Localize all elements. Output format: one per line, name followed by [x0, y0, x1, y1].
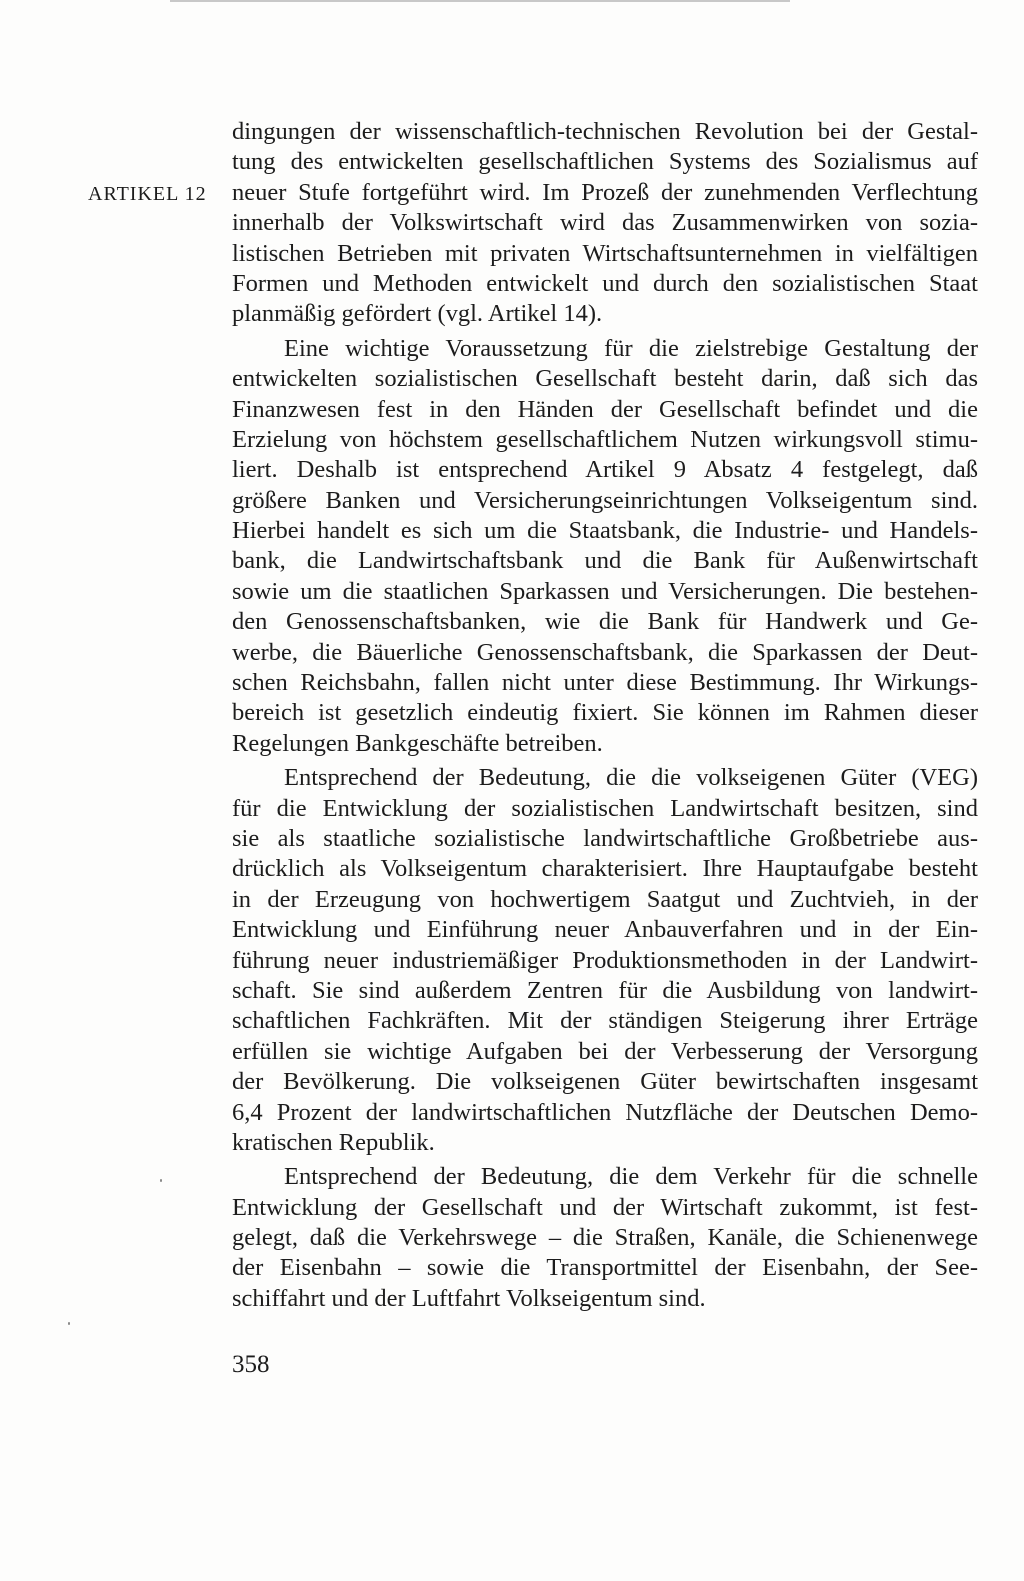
text-line: kratischen Republik.	[232, 1128, 435, 1156]
text-line: sie als staatliche sozialistische landwirtschaftliche Großbetriebe aus-	[232, 824, 978, 852]
text-line: tung des entwickelten gesellschaftlichen Systems des Sozialismus auf	[232, 148, 978, 176]
text-line: 6,4 Prozent der landwirtschaftlichen Nutzfläche der Deutschen Demo-	[232, 1098, 978, 1126]
text-line: Entwicklung der Gesellschaft und der Wirtschaft zukommt, ist fest-	[232, 1193, 978, 1221]
text-line: drücklich als Volkseigentum charakterisiert. Ihre Hauptaufgabe besteht	[232, 855, 978, 883]
text-line: Entsprechend der Bedeutung, die dem Verkehr für die schnelle	[284, 1163, 978, 1191]
text-line: schaftlichen Fachkräften. Mit der ständigen Steigerung ihrer Erträge	[232, 1007, 978, 1035]
text-line: Formen und Methoden entwickelt und durch den sozialistischen Staat	[232, 269, 978, 297]
text-line: listischen Betrieben mit privaten Wirtschaftsunternehmen in vielfältigen	[232, 239, 978, 267]
scan-speck	[68, 1322, 70, 1325]
text-line: Regelungen Bankgeschäfte betreiben.	[232, 729, 603, 757]
text-line: sowie um die staatlichen Sparkassen und Versicherungen. Die bestehen-	[232, 577, 978, 605]
paragraph	[232, 334, 978, 759]
text-line: werbe, die Bäuerliche Genossenschaftsbank, die Sparkassen der Deut-	[232, 638, 978, 666]
text-line: in der Erzeugung von hochwertigem Saatgut und Zuchtvieh, in der	[232, 885, 978, 913]
scan-top-edge	[170, 0, 790, 2]
text-line: führung neuer industriemäßiger Produktionsmethoden in der Landwirt-	[232, 946, 978, 974]
text-line: liert. Deshalb ist entsprechend Artikel 9 Absatz 4 festgelegt, daß	[232, 456, 978, 484]
scan-speck	[160, 1179, 162, 1182]
paragraph	[232, 1162, 978, 1314]
text-line: schen Reichsbahn, fallen nicht unter diese Bestimmung. Ihr Wirkungs-	[232, 669, 978, 697]
text-line: erfüllen sie wichtige Aufgaben bei der Verbesserung der Versorgung	[232, 1037, 978, 1065]
text-line: dingungen der wissenschaftlich-technischen Revolution bei der Gestal-	[232, 118, 978, 145]
body-text	[232, 117, 978, 1314]
text-line: den Genossenschaftsbanken, wie die Bank für Handwerk und Ge-	[232, 608, 978, 636]
paragraph	[232, 117, 978, 330]
text-line: schiffahrt und der Luftfahrt Volkseigentum sind.	[232, 1284, 706, 1312]
page-number: 358	[232, 1351, 270, 1378]
text-line: bank, die Landwirtschaftsbank und die Bank für Außenwirtschaft	[232, 547, 978, 575]
text-line: schaft. Sie sind außerdem Zentren für die Ausbildung von landwirt-	[232, 976, 978, 1004]
text-line: neuer Stufe fortgeführt wird. Im Prozeß der zunehmenden Verflechtung	[232, 178, 978, 206]
text-line: bereich ist gesetzlich eindeutig fixiert. Sie können im Rahmen dieser	[232, 699, 978, 727]
text-line: gelegt, daß die Verkehrswege – die Straßen, Kanäle, die Schienenwege	[232, 1224, 978, 1252]
text-line: Finanzwesen fest in den Händen der Gesellschaft befindet und die	[232, 395, 978, 423]
text-line: Entsprechend der Bedeutung, die die volkseigenen Güter (VEG)	[284, 764, 978, 792]
text-line: Erzielung von höchstem gesellschaftlichem Nutzen wirkungsvoll stimu-	[232, 425, 978, 453]
text-line: der Eisenbahn – sowie die Transportmittel der Eisenbahn, der See-	[232, 1254, 978, 1282]
text-line: Entwicklung und Einführung neuer Anbauverfahren und in der Ein-	[232, 916, 978, 944]
text-line: planmäßig gefördert (vgl. Artikel 14).	[232, 300, 603, 328]
text-line: innerhalb der Volkswirtschaft wird das Zusammenwirken von sozia-	[232, 209, 978, 237]
text-line: Hierbei handelt es sich um die Staatsbank, die Industrie- und Handels-	[232, 517, 978, 545]
paragraph	[232, 763, 978, 1158]
text-line: entwickelten sozialistischen Gesellschaft besteht darin, daß sich das	[232, 365, 978, 393]
text-line: der Bevölkerung. Die volkseigenen Güter bewirtschaften insgesamt	[232, 1068, 978, 1096]
text-line: Eine wichtige Voraussetzung für die zielstrebige Gestaltung der	[284, 334, 978, 362]
article-margin-note: ARTIKEL 12	[88, 183, 207, 205]
text-line: für die Entwicklung der sozialistischen Landwirtschaft besitzen, sind	[232, 794, 978, 822]
text-line: größere Banken und Versicherungseinrichtungen Volkseigentum sind.	[232, 486, 978, 514]
